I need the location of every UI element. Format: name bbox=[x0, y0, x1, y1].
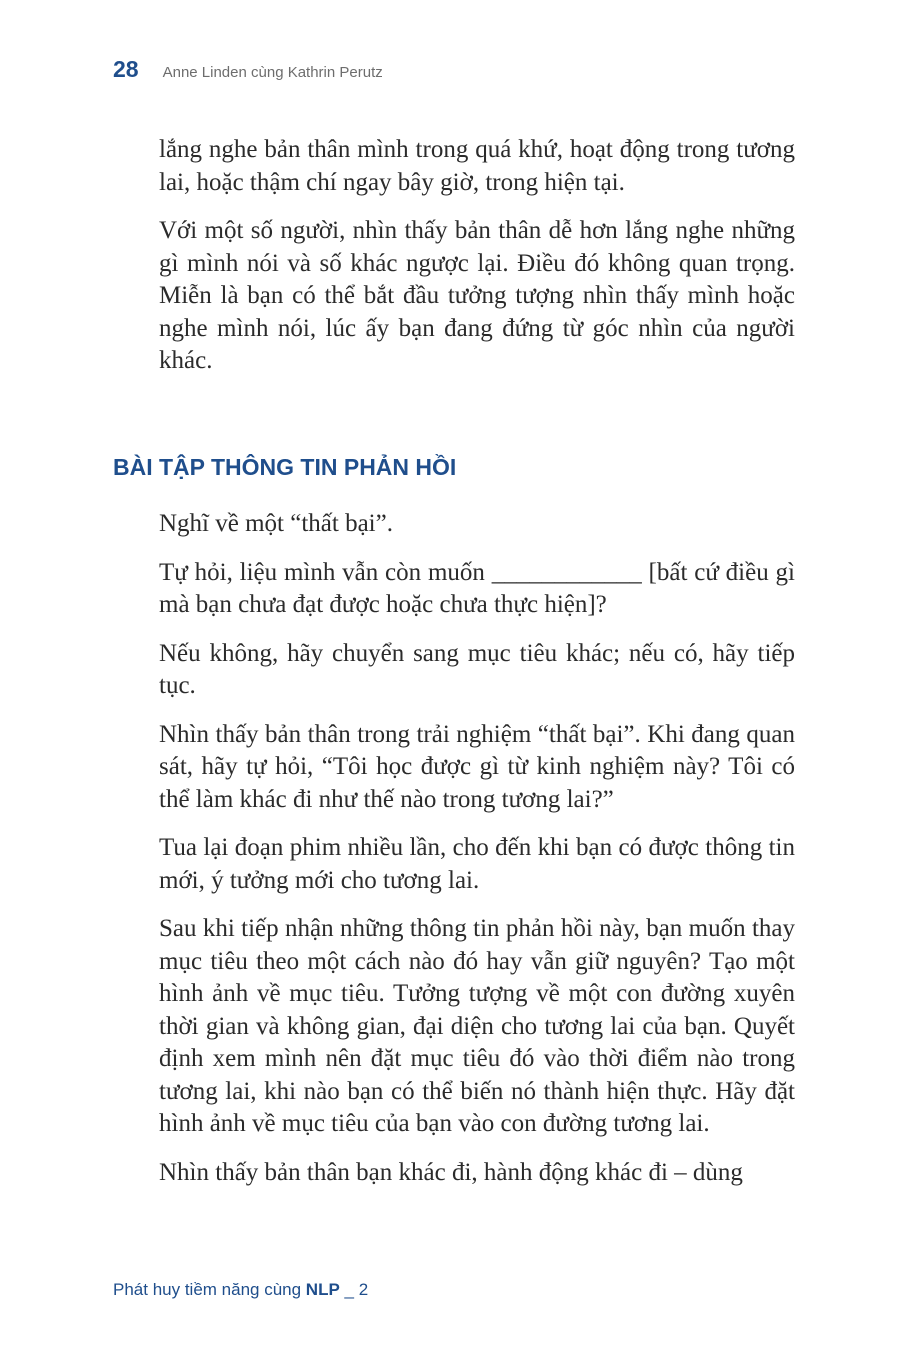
paragraph: Nghĩ về một “thất bại”. bbox=[159, 510, 393, 537]
paragraph: Nếu không, hãy chuyển sang mục tiêu khác; nếu có, hãy tiếp tục. bbox=[159, 639, 795, 699]
paragraph: Tua lại đoạn phim nhiều lần, cho đến khi bạn có được thông tin mới, ý tưởng mới cho tương lai. bbox=[159, 834, 795, 894]
paragraph: Nhìn thấy bản thân bạn khác đi, hành động khác đi – dùng bbox=[159, 1158, 743, 1186]
footer-book-title: Phát huy tiềm năng cùng bbox=[113, 1280, 306, 1299]
footer-series-name: NLP bbox=[305, 1280, 340, 1299]
paragraph: Nhìn thấy bản thân trong trải nghiệm “thất bại”. Khi đang quan sát, hãy tự hỏi, “Tôi học được gì từ kinh nghiệm này? Tôi có thể làm khác đi như thế nào trong tương lai?” bbox=[159, 720, 795, 813]
exercise-text-block bbox=[159, 508, 795, 1205]
paragraph: Sau khi tiếp nhận những thông tin phản hồi này, bạn muốn thay mục tiêu theo một cách nào đó hay vẫn giữ nguyên? Tạo một hình ảnh về mục tiêu. Tưởng tượng về một con đường xuyên thời gian và không gian, đại diện cho tương lai của bạn. Quyết định xem mình nên đặt mục tiêu đó vào thời điểm nào trong tương lai, khi nào bạn có thể biến nó thành hiện thực. Hãy đặt hình ảnh về mục tiêu của bạn vào con đường tương lai. bbox=[159, 915, 795, 1137]
paragraph: Với một số người, nhìn thấy bản thân dễ hơn lắng nghe những gì mình nói và số khác ngược lại. Điều đó không quan trọng. Miễn là bạn có thể bắt đầu tưởng tượng nhìn thấy mình hoặc nghe mình nói, lúc ấy bạn đang đứng từ góc nhìn của người khác. bbox=[159, 217, 795, 374]
running-footer bbox=[113, 1280, 368, 1300]
footer-volume: _ 2 bbox=[339, 1280, 369, 1299]
section-heading: BÀI TẬP THÔNG TIN PHẢN HỒI bbox=[113, 454, 457, 480]
author-line: Anne Linden cùng Kathrin Perutz bbox=[162, 64, 383, 81]
running-header bbox=[113, 56, 383, 83]
intro-text-block bbox=[159, 134, 795, 394]
paragraph: lắng nghe bản thân mình trong quá khứ, hoạt động trong tương lai, hoặc thậm chí ngay bây giờ, trong hiện tại. bbox=[159, 136, 795, 196]
paragraph: Tự hỏi, liệu mình vẫn còn muốn ____________ [bất cứ điều gì mà bạn chưa đạt được hoặc chưa thực hiện]? bbox=[159, 558, 795, 618]
page-number: 28 bbox=[113, 56, 139, 82]
